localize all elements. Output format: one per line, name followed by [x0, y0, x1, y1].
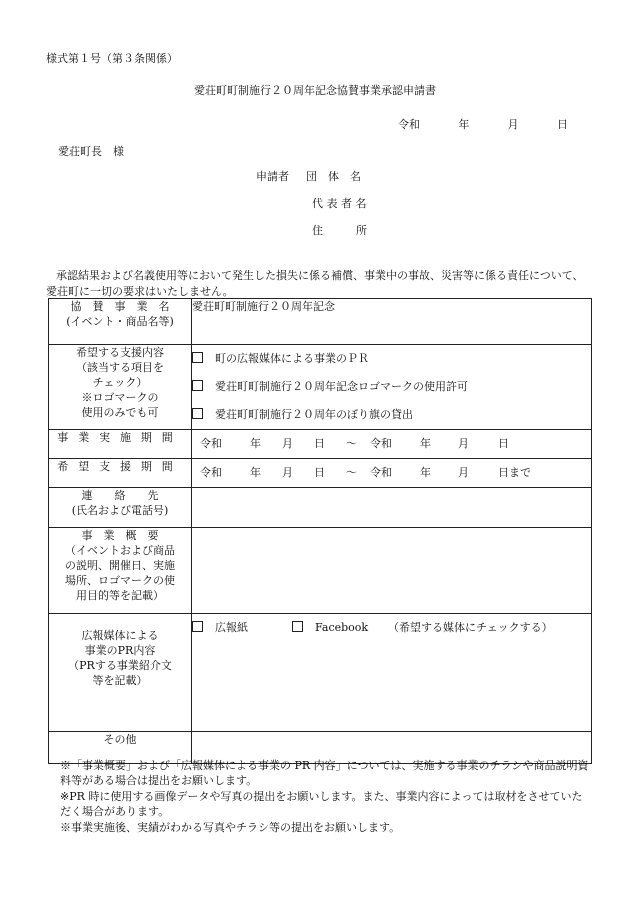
contact-sublabel: (氏名および電話号): [71, 504, 169, 517]
pr-label-cell: [49, 614, 192, 732]
checkbox-icon[interactable]: [192, 380, 203, 391]
other-label: その他: [103, 733, 137, 746]
contact-field[interactable]: [192, 488, 592, 528]
note-item: ※事業実施後、実績がわかる写真やチラシ等の提出をお願いします。: [60, 821, 401, 834]
period-part: 月: [458, 437, 469, 450]
period-part: 日: [498, 437, 509, 450]
form-number: 様式第１号（第３条関係）: [46, 52, 178, 65]
event-name-label-cell: [49, 299, 192, 345]
table-row: [49, 488, 592, 528]
representative-label: 代 表 者 名: [312, 197, 367, 210]
intro-statement: 承認結果および名義使用等において発生した損失に係る補償、事業中の事故、災害等に係る責任について、愛荘町に一切の要求はいたしません。: [46, 269, 584, 298]
overview-label-line: の説明、開催日、実施: [65, 559, 175, 572]
support-option-label: 町の広報媒体による事業のＰＲ: [215, 352, 369, 365]
support-period-field[interactable]: [192, 459, 592, 488]
support-period-label: 希望支援期間: [57, 460, 183, 473]
support-label-line: チェック）: [92, 376, 148, 389]
notes-block: [60, 758, 590, 836]
support-label-line: （該当する項目を: [76, 361, 164, 374]
addressee: 愛荘町長 様: [58, 145, 124, 158]
pr-option-facebook[interactable]: [292, 620, 388, 635]
checkbox-icon[interactable]: [192, 621, 203, 632]
address-label: 住 所: [312, 224, 367, 237]
application-table: [48, 298, 592, 764]
overview-label-line: 場所、ロゴマークの使: [65, 574, 175, 587]
support-option-label: 愛荘町町制施行２０周年のぼり旗の貸出: [215, 408, 413, 421]
event-name-label: 協 賛 事 業 名: [70, 300, 170, 313]
checkbox-icon[interactable]: [192, 352, 203, 363]
support-label-line: ※ロゴマークの: [81, 391, 159, 404]
support-options-cell: [192, 345, 592, 430]
support-label-line: 使用のみでも可: [81, 406, 159, 419]
table-row: [49, 614, 592, 732]
pr-label-line: 広報媒体による: [81, 629, 159, 642]
date-month: 月: [507, 118, 519, 131]
support-period-part: 年: [250, 466, 261, 479]
period-part: 年: [420, 437, 431, 450]
support-label-line: 希望する支援内容: [76, 346, 164, 359]
table-row: [49, 528, 592, 614]
overview-label-line: 用目的等を記載）: [76, 589, 164, 602]
date-era: 令和: [398, 118, 420, 131]
support-period-part: 令和: [200, 466, 222, 479]
support-option-pr[interactable]: [192, 345, 591, 373]
document-title: 愛荘町町制施行２０周年記念協賛事業承認申請書: [194, 84, 436, 97]
date-day: 日: [556, 118, 568, 131]
support-period-part: 年: [420, 466, 431, 479]
support-period-label-cell: [49, 459, 192, 488]
table-row: [49, 430, 592, 459]
table-row: [49, 345, 592, 430]
pr-label-line: 事業のPR内容: [84, 644, 156, 657]
period-part: 令和: [370, 437, 392, 450]
contact-label: 連 絡 先: [81, 489, 159, 502]
support-option-label: 愛荘町町制施行２０周年記念ロゴマークの使用許可: [215, 380, 468, 393]
period-field[interactable]: [192, 430, 592, 459]
overview-label-line: 事 業 概 要: [81, 529, 159, 542]
event-name-field[interactable]: 愛荘町町制施行２０周年記念: [192, 299, 592, 345]
period-part: 月: [282, 437, 293, 450]
org-name-label: 団 体 名: [306, 170, 361, 183]
pr-label-line: （PRする事業紹介文: [68, 659, 172, 672]
period-part: 年: [250, 437, 261, 450]
table-row: [49, 299, 592, 345]
submission-date: [398, 116, 568, 132]
note-item: ※「事業概要」および「広報媒体による事業の PR 内容」については、実施する事業のチラシや商品説明資料等がある場合は提出をお願いします。: [60, 759, 589, 787]
period-part: ～: [346, 437, 357, 450]
pr-option-label: Facebook: [315, 621, 369, 634]
note-item: ※PR 時に使用する画像データや写真の提出をお願いします。また、事業内容によっては取材をさせていただく場合があります。: [60, 790, 583, 818]
pr-label-line: 等を記載）: [92, 674, 148, 687]
pr-option-hint: （希望する媒体にチェックする）: [388, 621, 553, 634]
support-period-part: ～: [346, 466, 357, 479]
contact-label-cell: [49, 488, 192, 528]
pr-content-field[interactable]: [192, 614, 592, 732]
support-period-part: 月: [458, 466, 469, 479]
applicant-label: 申請者: [256, 170, 289, 183]
support-period-part: 月: [282, 466, 293, 479]
pr-option-label: 広報紙: [215, 621, 248, 634]
period-part: 令和: [200, 437, 222, 450]
overview-label-line: （イベントおよび商品: [65, 544, 175, 557]
period-part: 日: [314, 437, 325, 450]
overview-label-cell: [49, 528, 192, 614]
support-period-part: 日まで: [498, 466, 531, 479]
period-label: 事業実施期間: [57, 431, 183, 444]
support-option-logo[interactable]: [192, 373, 591, 401]
support-period-part: 令和: [370, 466, 392, 479]
event-name-sublabel: (イベント・商品名等): [66, 315, 174, 328]
table-row: [49, 459, 592, 488]
overview-field[interactable]: [192, 528, 592, 614]
checkbox-icon[interactable]: [192, 408, 203, 419]
date-year: 年: [458, 118, 470, 131]
support-option-flag[interactable]: [192, 401, 591, 429]
support-label-cell: [49, 345, 192, 430]
checkbox-icon[interactable]: [292, 621, 303, 632]
support-period-part: 日: [314, 466, 325, 479]
pr-option-newsletter[interactable]: [192, 620, 292, 635]
period-label-cell: [49, 430, 192, 459]
